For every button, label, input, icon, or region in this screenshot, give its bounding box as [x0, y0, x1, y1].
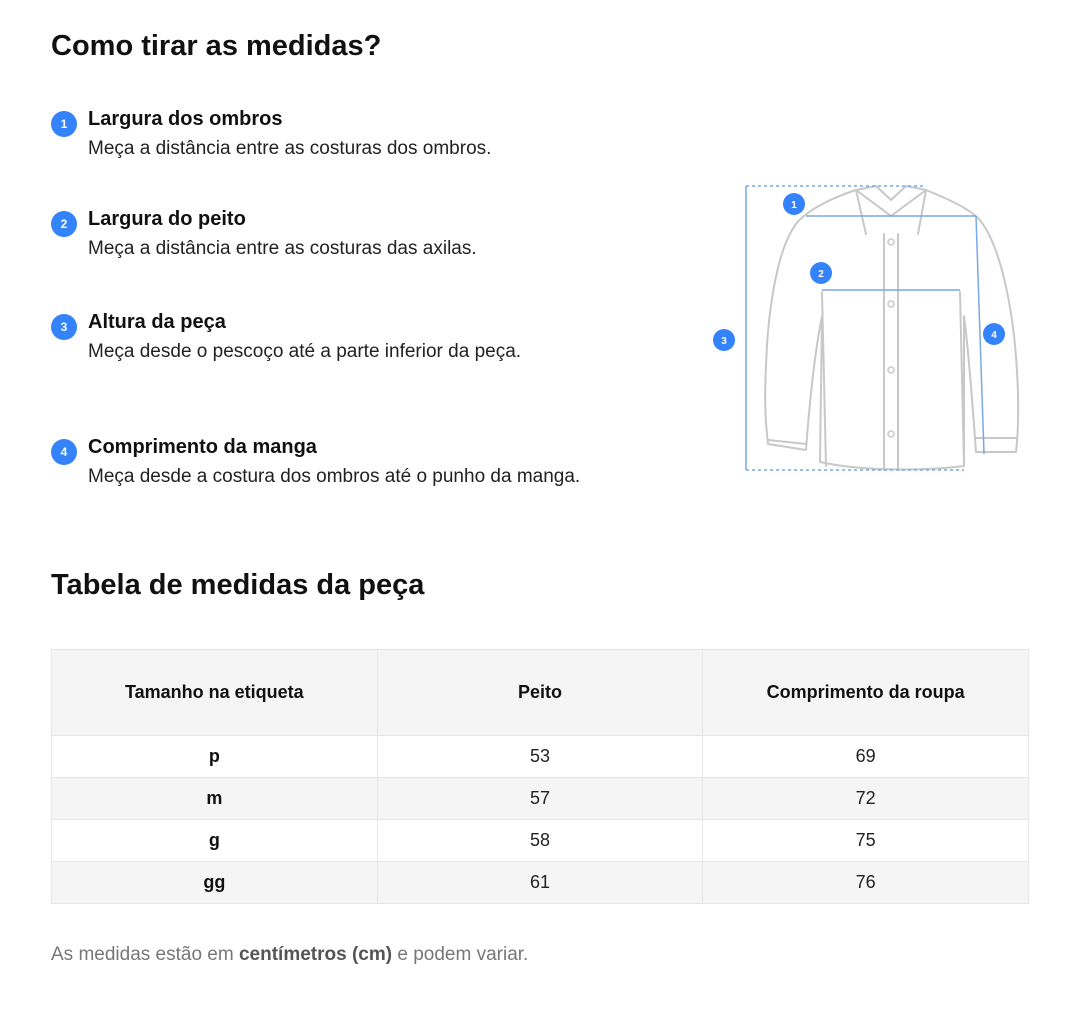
table-cell-chest: 53 [377, 736, 703, 778]
table-cell-chest: 57 [377, 778, 703, 820]
svg-text:1: 1 [791, 200, 797, 211]
svg-text:2: 2 [818, 269, 824, 280]
column-header-chest: Peito [377, 650, 703, 736]
marker-2-icon [810, 262, 832, 284]
size-table [51, 649, 1029, 904]
step-description: Meça a distância entre as costuras dos ombros. [88, 138, 492, 159]
step-description: Meça desde o pescoço até a parte inferior da peça. [88, 341, 522, 362]
table-row [52, 820, 1029, 862]
table-row [52, 736, 1029, 778]
step-number-badge: 2 [51, 211, 77, 237]
svg-text:4: 4 [991, 330, 997, 341]
units-footnote [51, 944, 528, 966]
table-header-row [52, 650, 1029, 736]
step-description: Meça desde a costura dos ombros até o punho da manga. [88, 466, 581, 487]
step-title: Comprimento da manga [88, 436, 317, 458]
table-cell-length: 75 [703, 820, 1029, 862]
shirt-buttons-icon [888, 239, 894, 437]
svg-text:3: 3 [721, 336, 727, 347]
step-description: Meça a distância entre as costuras das axilas. [88, 238, 477, 259]
marker-1-icon [783, 193, 805, 215]
step-number-badge: 4 [51, 439, 77, 465]
table-cell-length: 72 [703, 778, 1029, 820]
size-table-title: Tabela de medidas da peça [51, 569, 425, 601]
step-title: Largura dos ombros [88, 108, 283, 130]
table-cell-size: g [52, 820, 378, 862]
marker-4-icon [983, 323, 1005, 345]
footnote-suffix: e podem variar. [392, 944, 529, 965]
measure-guide-title: Como tirar as medidas? [51, 30, 382, 62]
table-cell-size: gg [52, 862, 378, 904]
step-title: Largura do peito [88, 208, 246, 230]
column-header-length: Comprimento da roupa [703, 650, 1029, 736]
step-number-badge: 1 [51, 111, 77, 137]
table-row [52, 778, 1029, 820]
step-number-badge: 3 [51, 314, 77, 340]
footnote-emphasis: centímetros (cm) [238, 944, 393, 965]
step-title: Altura da peça [88, 311, 226, 333]
table-cell-length: 76 [703, 862, 1029, 904]
column-header-size: Tamanho na etiqueta [52, 650, 378, 736]
table-row [52, 862, 1029, 904]
marker-3-icon [713, 329, 735, 351]
table-cell-chest: 61 [377, 862, 703, 904]
table-cell-size: m [52, 778, 378, 820]
shirt-measurement-illustration [706, 176, 1036, 480]
table-cell-length: 69 [703, 736, 1029, 778]
table-cell-size: p [52, 736, 378, 778]
table-cell-chest: 58 [377, 820, 703, 862]
footnote-prefix: As medidas estão em [51, 944, 239, 965]
